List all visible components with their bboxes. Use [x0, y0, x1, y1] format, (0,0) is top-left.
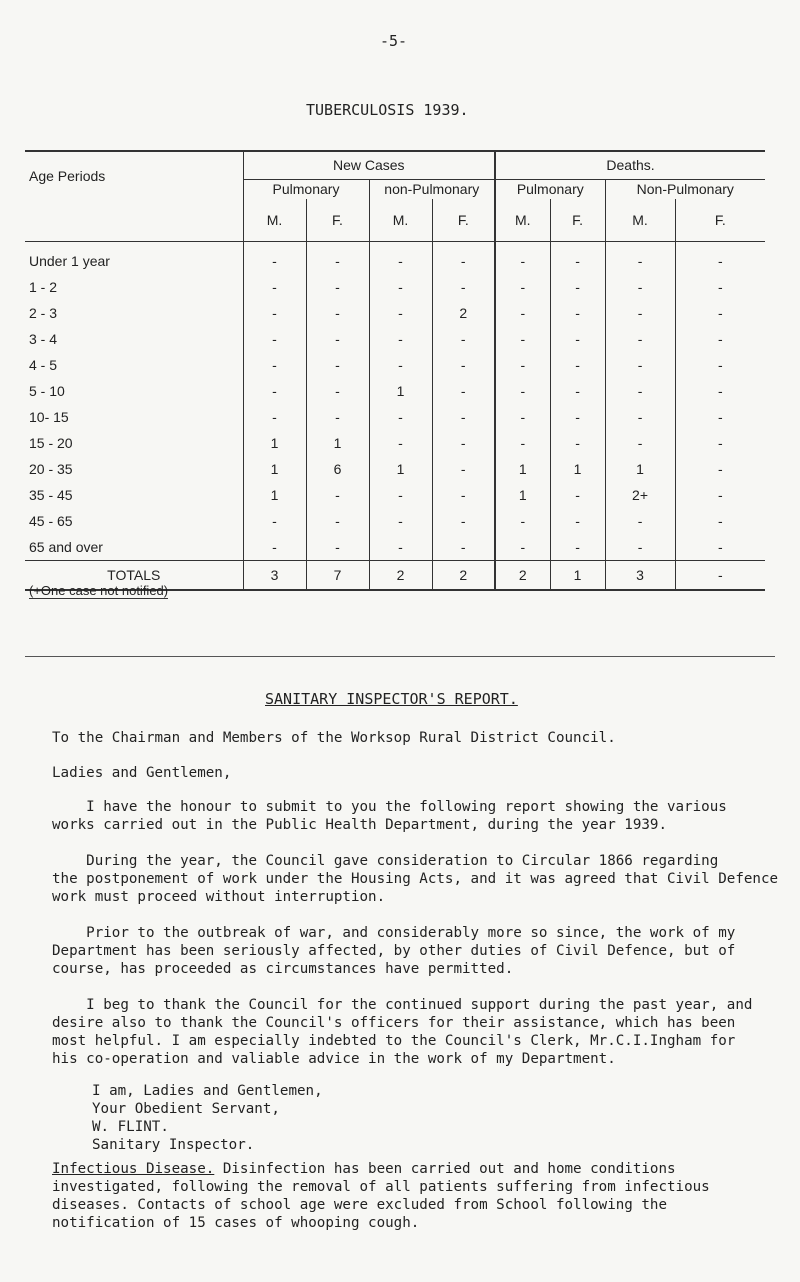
value-cell: - — [306, 378, 369, 404]
col-m: M. — [369, 199, 432, 241]
value-cell: 1 — [550, 456, 605, 482]
value-cell: - — [605, 352, 675, 378]
value-cell: - — [495, 404, 550, 430]
value-cell: - — [306, 534, 369, 561]
value-cell: - — [369, 508, 432, 534]
value-cell: - — [605, 274, 675, 300]
table-row — [25, 274, 765, 300]
value-cell: - — [369, 534, 432, 561]
col-m: M. — [605, 199, 675, 241]
tuberculosis-table — [25, 150, 765, 598]
value-cell: - — [550, 300, 605, 326]
infectious-heading: Infectious Disease. — [52, 1161, 215, 1177]
value-cell: - — [605, 300, 675, 326]
age-period-cell: 20 - 35 — [25, 456, 243, 482]
table-row — [25, 456, 765, 482]
age-period-cell: 1 - 2 — [25, 274, 243, 300]
value-cell: - — [717, 356, 723, 373]
value-cell: - — [605, 241, 675, 274]
page-number: -5- — [380, 32, 408, 50]
value-cell: - — [243, 508, 306, 534]
value-cell: - — [432, 241, 495, 274]
value-cell: - — [717, 408, 723, 425]
table-row — [25, 430, 765, 456]
value-cell: - — [432, 274, 495, 300]
table-row — [25, 378, 765, 404]
table-row — [25, 241, 765, 274]
value-cell: - — [432, 326, 495, 352]
value-cell: - — [495, 326, 550, 352]
total-cell: 2 — [369, 560, 432, 590]
col-f: F. — [432, 199, 495, 241]
value-cell: - — [306, 326, 369, 352]
table-row — [25, 534, 765, 561]
total-cell: 7 — [306, 560, 369, 590]
deaths-pulmonary-header: Pulmonary — [495, 179, 605, 199]
non-pulmonary-header: non-Pulmonary — [369, 179, 495, 199]
value-cell: 1 — [605, 456, 675, 482]
value-cell: - — [432, 404, 495, 430]
col-f: F. — [306, 199, 369, 241]
value-cell: - — [550, 508, 605, 534]
value-cell: - — [432, 352, 495, 378]
value-cell: - — [605, 378, 675, 404]
value-cell: - — [495, 352, 550, 378]
value-cell: - — [550, 404, 605, 430]
value-cell: - — [432, 456, 495, 482]
age-period-cell: 3 - 4 — [25, 326, 243, 352]
value-cell: - — [306, 241, 369, 274]
value-cell: - — [243, 534, 306, 561]
infectious-text: Disinfection has been carried out and home conditions investigated, following the removal of all patients suffering from infectious diseases. Contacts of school age were excluded from School following the notification of 15 cases of whooping cough. — [52, 1161, 710, 1231]
age-periods-header: Age Periods — [25, 151, 243, 199]
footnote: (+One case not notified) — [29, 582, 169, 598]
value-cell: - — [369, 274, 432, 300]
value-cell: - — [550, 241, 605, 274]
paragraph-4: I beg to thank the Council for the continued support during the past year, and desire also to thank the Council's officers for their assistance, which has been most helpful. I am especially indebted to the Council's Clerk, Mr.C.I.Ingham for his co-operation and valiable advice in the work of my Department. — [52, 997, 753, 1067]
table-row — [25, 352, 765, 378]
value-cell: 6 — [306, 456, 369, 482]
value-cell: - — [369, 404, 432, 430]
value-cell: - — [432, 430, 495, 456]
greeting: Ladies and Gentlemen, — [52, 765, 232, 781]
value-cell: - — [495, 300, 550, 326]
col-m: M. — [495, 199, 550, 241]
age-period-cell: 5 - 10 — [25, 378, 243, 404]
table-row — [25, 508, 765, 534]
value-cell: - — [432, 534, 495, 561]
value-cell: - — [306, 404, 369, 430]
age-period-cell: Under 1 year — [25, 241, 243, 274]
deaths-header: Deaths. — [495, 151, 765, 179]
value-cell: - — [306, 274, 369, 300]
value-cell: - — [495, 274, 550, 300]
total-cell: 2 — [495, 560, 550, 590]
total-cell: 3 — [605, 560, 675, 590]
total-cell: 3 — [243, 560, 306, 590]
value-cell: - — [369, 300, 432, 326]
value-cell: - — [306, 300, 369, 326]
value-cell: - — [550, 430, 605, 456]
value-cell: 1 — [243, 430, 306, 456]
value-cell: - — [369, 430, 432, 456]
value-cell: 1 — [306, 430, 369, 456]
age-period-cell: 2 - 3 — [25, 300, 243, 326]
value-cell: - — [550, 534, 605, 561]
value-cell: - — [550, 352, 605, 378]
paragraph-1: I have the honour to submit to you the following report showing the various works carried out in the Public Health Department, during the year 1939. — [52, 799, 727, 833]
col-m: M. — [243, 199, 306, 241]
col-f: F. — [550, 199, 605, 241]
report-title: SANITARY INSPECTOR'S REPORT. — [265, 690, 518, 708]
value-cell: - — [432, 378, 495, 404]
value-cell: - — [306, 508, 369, 534]
value-cell: - — [369, 241, 432, 274]
age-period-cell: 35 - 45 — [25, 482, 243, 508]
value-cell: - — [550, 326, 605, 352]
table-row — [25, 404, 765, 430]
value-cell: - — [306, 482, 369, 508]
value-cell: - — [369, 482, 432, 508]
value-cell: - — [432, 508, 495, 534]
value-cell: 2 — [432, 300, 495, 326]
value-cell: 1 — [243, 482, 306, 508]
value-cell: - — [495, 430, 550, 456]
value-cell: - — [605, 508, 675, 534]
value-cell: - — [243, 300, 306, 326]
total-cell: - — [675, 560, 765, 590]
paragraph-3: Prior to the outbreak of war, and considerably more so since, the work of my Department has been seriously affected, by other duties of Civil Defence, but of course, has proceeded as circumstances have permitted. — [52, 925, 736, 977]
value-cell: - — [243, 274, 306, 300]
value-cell: 1 — [369, 378, 432, 404]
value-cell: - — [243, 352, 306, 378]
table-row — [25, 300, 765, 326]
value-cell: 2+ — [605, 482, 675, 508]
value-cell: 1 — [243, 456, 306, 482]
totals-label: TOTALS — [107, 566, 161, 583]
col-f: F. — [675, 199, 765, 241]
value-cell: - — [605, 326, 675, 352]
value-cell: - — [495, 534, 550, 561]
value-cell: - — [717, 538, 723, 555]
value-cell: - — [717, 512, 723, 529]
value-cell: - — [605, 430, 675, 456]
pulmonary-header: Pulmonary — [243, 179, 369, 199]
paragraph-2: During the year, the Council gave consideration to Circular 1866 regarding the postponement of work under the Housing Acts, and it was agreed that Civil Defence work must proceed without interruption. — [52, 853, 779, 905]
value-cell: - — [717, 304, 723, 321]
value-cell: - — [717, 382, 723, 399]
value-cell: - — [369, 326, 432, 352]
infectious-disease-paragraph — [52, 1160, 772, 1232]
deaths-non-pulmonary-header: Non-Pulmonary — [636, 181, 734, 198]
value-cell: - — [717, 330, 723, 347]
value-cell: - — [550, 378, 605, 404]
table-row — [25, 326, 765, 352]
value-cell: 1 — [369, 456, 432, 482]
value-cell: - — [243, 404, 306, 430]
total-cell: 1 — [550, 560, 605, 590]
value-cell: 1 — [495, 456, 550, 482]
age-period-cell: 45 - 65 — [25, 508, 243, 534]
salutation: To the Chairman and Members of the Worksop Rural District Council. — [52, 730, 616, 746]
value-cell: - — [243, 378, 306, 404]
value-cell: - — [550, 274, 605, 300]
value-cell: - — [243, 241, 306, 274]
value-cell: 1 — [495, 482, 550, 508]
table-title: TUBERCULOSIS 1939. — [306, 101, 469, 119]
divider — [25, 656, 775, 657]
age-period-cell: 10- 15 — [25, 404, 243, 430]
age-period-cell: 4 - 5 — [25, 352, 243, 378]
value-cell: - — [550, 482, 605, 508]
value-cell: - — [369, 352, 432, 378]
age-period-cell: 15 - 20 — [25, 430, 243, 456]
value-cell: - — [432, 482, 495, 508]
value-cell: - — [495, 508, 550, 534]
value-cell: - — [717, 252, 723, 269]
value-cell: - — [306, 352, 369, 378]
value-cell: - — [717, 278, 723, 295]
closing-signature: I am, Ladies and Gentlemen, Your Obedient Servant, W. FLINT. Sanitary Inspector. — [92, 1083, 323, 1153]
value-cell: - — [495, 241, 550, 274]
age-period-cell: 65 and over — [25, 534, 243, 561]
value-cell: - — [605, 404, 675, 430]
value-cell: - — [495, 378, 550, 404]
value-cell: - — [243, 326, 306, 352]
table-row — [25, 482, 765, 508]
new-cases-header: New Cases — [243, 151, 495, 179]
value-cell: - — [717, 460, 723, 477]
total-cell: 2 — [432, 560, 495, 590]
value-cell: - — [717, 434, 723, 451]
value-cell: - — [717, 486, 723, 503]
value-cell: - — [605, 534, 675, 561]
